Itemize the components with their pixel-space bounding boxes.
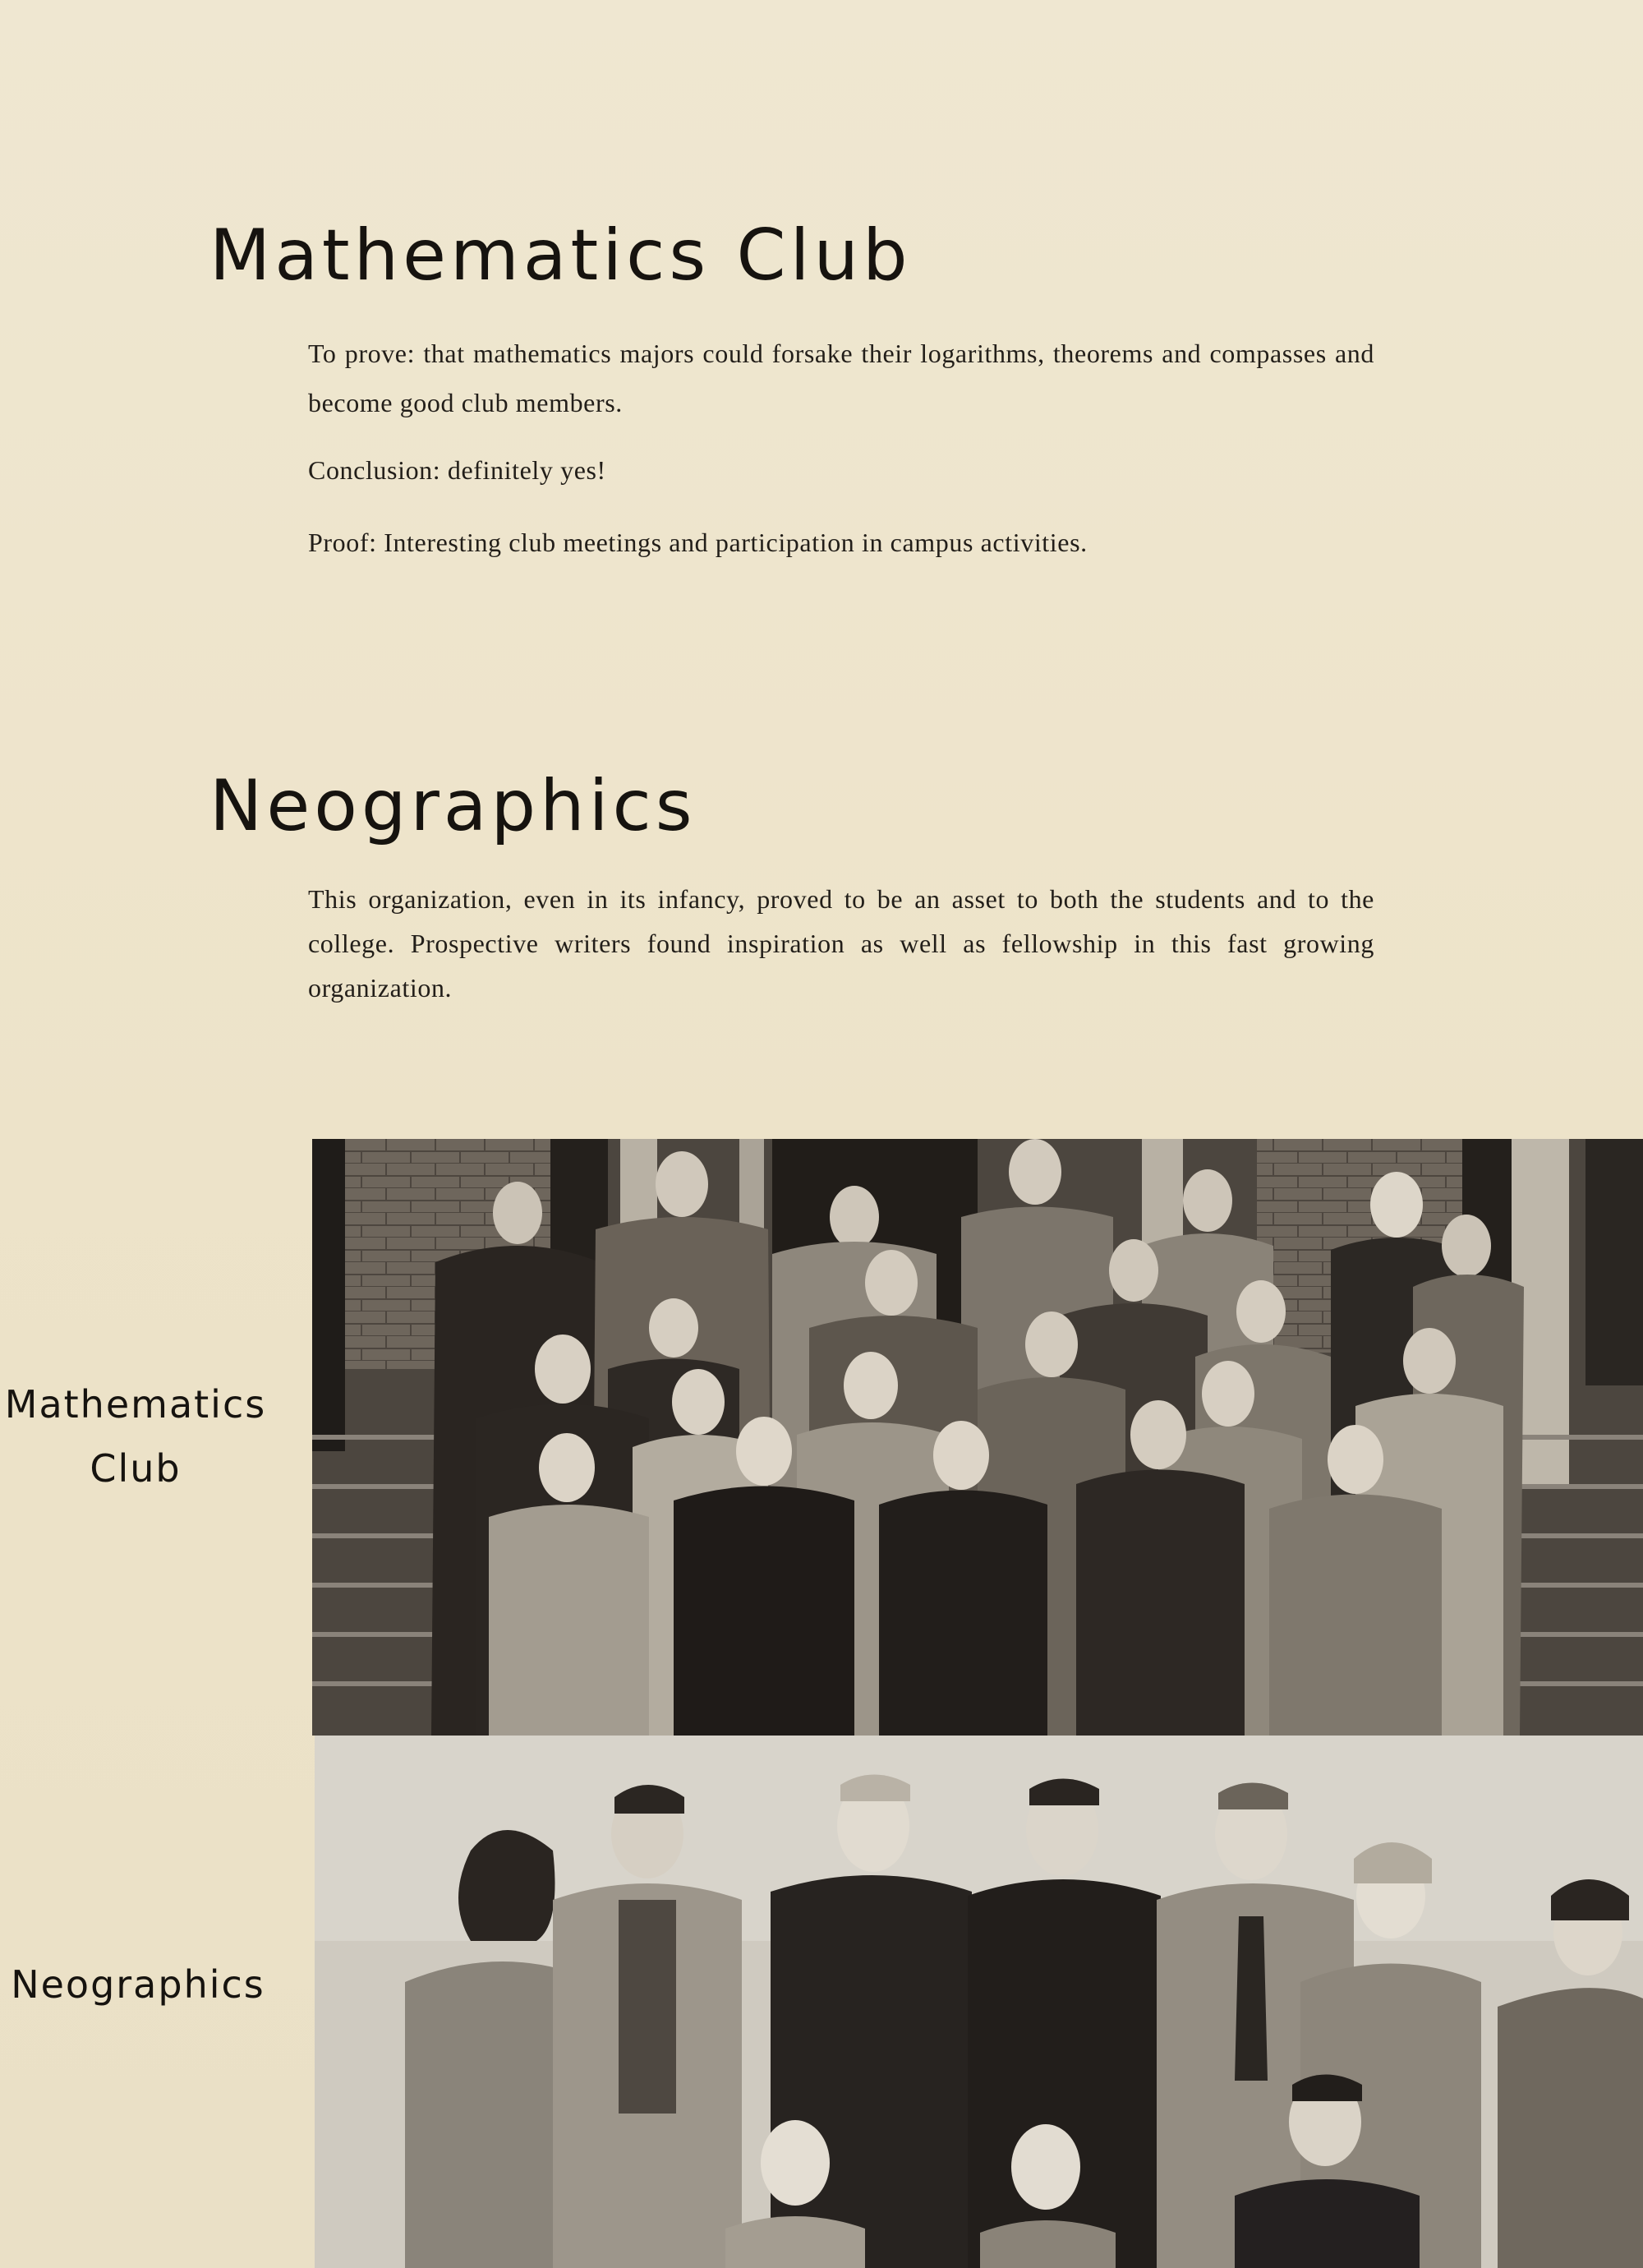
mathematics-club-paragraph-conclusion: Conclusion: definitely yes! bbox=[308, 455, 606, 485]
mathematics-club-photo-label bbox=[0, 1372, 271, 1500]
mathematics-club-group-photo bbox=[312, 1139, 1643, 1736]
mathematics-club-paragraph-prove: To prove: that mathematics majors could forsake their logarithms, theorems and compasses and become good club members. bbox=[308, 339, 1374, 417]
neographics-heading: Neographics bbox=[209, 765, 697, 847]
neographics-photo-illustration bbox=[315, 1736, 1643, 2268]
mathematics-club-label-line2: Club bbox=[90, 1446, 182, 1491]
mathematics-club-photo-illustration bbox=[312, 1139, 1643, 1736]
neographics-photo-label: Neographics bbox=[11, 1962, 265, 2007]
mathematics-club-heading: Mathematics Club bbox=[209, 214, 912, 297]
mathematics-club-label-line1: Mathematics bbox=[4, 1382, 267, 1427]
mathematics-club-paragraph-proof: Proof: Interesting club meetings and participation in campus activities. bbox=[308, 528, 1088, 557]
neographics-group-photo bbox=[315, 1736, 1643, 2268]
neographics-paragraph: This organization, even in its infancy, proved to be an asset to both the students and to the college. Prospective writers found inspiration as well as fellowship in this fast growing organization. bbox=[308, 884, 1374, 1003]
